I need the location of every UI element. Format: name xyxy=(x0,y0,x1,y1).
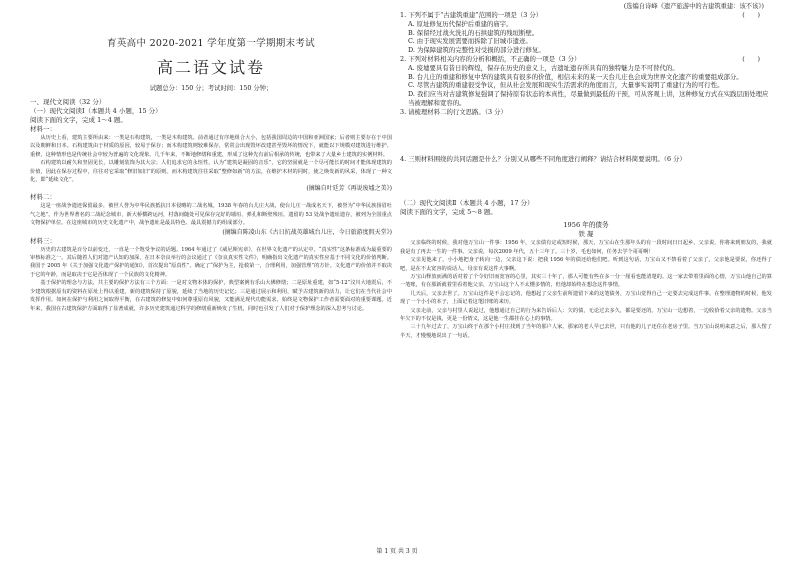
story-paragraph: 三十九年过去了，万宝山终于在那个小村庄找到了当年的那户人家。那家的老人早已去世，只有他的儿子还住在老房子里。当万宝山说明来意之后，那人愣了半天，才慢慢地说出了一句话。 xyxy=(400,324,772,339)
story-title: 1956 年的债务 xyxy=(563,221,609,230)
option-b: B. 台儿庄的重建和修复中华的建筑具有很多的价值，相信未来的某一天台儿庄也会成为世界文化遗产的重要组成部分。 xyxy=(408,72,743,81)
reading-instruction: 阅读下面的文字，完成 5～8 题。 xyxy=(400,208,497,217)
material-source: (摘编自叶廷芳《再说废墟之美》) xyxy=(306,185,392,193)
section-heading: 一、现代文阅读（32 分） xyxy=(30,98,106,106)
subsection-heading: （一）现代文阅读Ⅰ（本题共 4 小题，15 分） xyxy=(30,107,162,115)
exam-info: 试题总分：150 分；考试时间：150 分钟； xyxy=(149,85,273,92)
question-3: 3. 请梳理材料二的行文思路。（3 分） xyxy=(400,107,507,116)
answer-space xyxy=(400,117,772,155)
story-paragraph: 几天后，父亲去世了。万宝山这件是不会忘记的，他想起了父亲生前所遗留下来的这笔债务，万宝山觉得自己一定要去完成这件事。在整理遗物的时候，他发现了一个小小的本子，上面记着这笔旧账的来历。 xyxy=(400,290,772,306)
option-c: C. 由于现实发展需要而拆除了旧城市遗迹。 xyxy=(408,37,532,46)
answer-blank: ( ) xyxy=(742,11,760,19)
option-a: A. 废墟要具有昔日的辉煌，保存在历史的意义上，古遗址遗存所具有的独特魅力是不可替代的。 xyxy=(408,63,679,72)
material-paragraph: 这是一座战争遗迹保留最多，被世人誉为中华民族抵抗日本侵略的二战名城。1938 年春的台儿庄大战，使台儿庄一战成名天下，被誉为“中华民族扬眉吐气之地”。作为世界著名的二战纪念城市，新大桥横跨运河，村落间随处可见保存完好的墙垣、弹孔和断壁残垣。遗留的 53 处战争遗址遗存，被列为全国重点文物保护单位。在这座城市的历史文化遗产中，战争遗址是最具特色、最具震撼力的组成部分。 xyxy=(30,203,392,227)
right-column xyxy=(400,0,772,561)
subject-title: 高二语文试卷 xyxy=(156,58,265,77)
option-d: D. 我们应当对古建筑修复强调了保持原有状态的本真性，尽量做到最低的干预，可从客观上讲，这种修复方式在实践层面处理应当被理解和宽容的。 xyxy=(408,90,769,107)
answer-space xyxy=(400,163,772,199)
material-paragraph: 基于保护的理念与方法，共主要的保护方法有三个方面：一是对文物本体的保护，典型案例有乐山大佛修缮；二是原址重建，如“5·12”汶川大地震后，不少建筑根据原有的资料在原址上得以重建，新的建筑保持了原貌，延续了当地的历史记忆；三是通过展示和利用，赋予古建筑新的活力，让它们在当代社会中发挥作用。如何在保护与利用之间取得平衡，在古建筑的修复中如何尊重原有风貌，又能满足现代功能需求，始终是文物保护工作者需要面对的重要课题。近年来，我国在古建筑保护方面取得了显著成就，许多历史建筑通过科学的修缮重新焕发了生机，同时也引发了人们对于保护理念的深入思考与讨论。 xyxy=(30,280,392,312)
material-label: 材料二： xyxy=(30,193,56,202)
option-c: C. 尽管古建筑的重建很受争议，但从社会发展和现实生活需求的角度而言，大量事实说明了重建行为的可行性。 xyxy=(408,81,724,90)
question-4: 4. 三则材料围绕的共同话题是什么？分别又从哪些不同角度进行阐释？请结合材料简要说明。（6 分） xyxy=(400,154,686,163)
option-b: B. 保留经过战火洗礼的石拱建筑的残垣断壁。 xyxy=(408,28,539,37)
question-2 xyxy=(400,55,772,64)
page-footer: 第 1 页 共 3 页 xyxy=(376,548,418,555)
material-paragraph: 从历史上看，建筑主要所由来：一类是石构建筑，一类是木构建筑。前者通过有序地组合大小，包括我国周边的中国和亚洲国家；后者则主要存在于中国以及朝鲜和日本。石构建筑由于材质的原因，较易于保存；而木构建筑则较难保存，常常会出现毁坏改建甚至毁坏的情况下，就能以下规模对建筑进行维护、重修，这种情形也是传统社会中较为普遍的文化现象。几千年来，不断地修缮和重建，形成了这种先有前后相承的传统，也带来了大量乡土建筑的实例材料。 xyxy=(30,135,392,158)
reading-instruction: 阅读下面的文字，完成 1～4 题。 xyxy=(30,116,127,124)
subsection-heading: （二）现代文阅读Ⅱ（本题共 4 小题，17 分） xyxy=(400,199,534,208)
answer-blank: ( ) xyxy=(742,54,760,63)
story-paragraph: 父亲临终的时候，我对他万宝山一件事：1956 年，父亲债有定或短时候，那天，万宝山在生那年头的有一段时间日日起乡，父亲说，你将来到朋友的，我就我是有了再去一生的一件事。父亲说，每次2009 年代，五十三年了。三十岁，毛也如何，任务去学个哥哥啊！ xyxy=(400,240,772,255)
material-source: (摘编自陈凌山东《古日抗战英雄城台儿庄，今日旅游度假天堂》) xyxy=(222,228,392,236)
question-1 xyxy=(400,11,772,20)
option-a: A. 原址修复历代保护后重建的庙宇。 xyxy=(408,19,513,28)
option-d: D. 为保障建筑的完整性对受损的部分进行修复。 xyxy=(408,46,545,55)
material-paragraph: 石构建筑以耐久和坚固见长，以雕刻装饰为其大宗；人们追求它的永恒性，认为“建筑是凝固的音乐”，它的坚固就是一个尽可能长的时间才能体现建筑的价值，因此在保存过程中，往往对它采取“修旧如旧”的原则。而木构建筑往往采取“整修如新”的方法，在维护木材的同时，使之焕发新的风采，体现了一种文化，即“延续文化”。 xyxy=(30,160,392,184)
material-source: (选编自诗峰《遗产旅游中的古建筑重建：该不该》) xyxy=(623,3,764,10)
story-author: 铁 凝 xyxy=(578,230,594,239)
question-text: 1. 下列不属于“古建筑重建”范围的一项是（3 分） xyxy=(400,11,543,19)
story-paragraph: 父亲走前，父亲与村里人说起过，他想通过自己的行为来告诉后人：欠的债，无论过去多久，都是要还的。万宝山一边想着，一边收拾着父亲的遗物。父亲当年欠下的不仅是钱，更是一份情义，这是他一生都挂在心上的事情。 xyxy=(400,307,772,323)
left-column xyxy=(30,0,392,561)
question-text: 2. 下列对材料相关内容的分析和概括，不正确的一项是（3 分） xyxy=(400,54,581,63)
material-label: 材料一： xyxy=(30,125,56,133)
story-paragraph: 万宝山释放而满的话对着了个令好旧而宽容的心里，其实三十年了，那人可能有些在多一分一厘看也能清楚的。这一家去带着里面的心情，万宝山他自己的算一笔账，有在那新就着里看着他父亲，万宝山这个人不太懂多情的，但他却始终在想念这件事情。 xyxy=(400,273,772,289)
material-paragraph: 历史的古建筑是百分以前变迁，一直是一个饱受争议的话题。1964 年通过了《威尼斯宪章》，在世界文化遗产的认定中，“真实性”这条标准成为最重要的审核标准之一。其后随着人们对遗产认知的加深，在日本奈良举行的会议通过了《奈良真实性文件》，明确指出文化遗产的真实性应基于不同文化的价值判断。我国于 2005 年《关于加强文化遗产保护的通知》，首次提出“原真性”，确定了“保护为主，抢救第一，合理利用，加强管理”的方针。文化遗产的价值并不取决于它的年龄，而是取决于它是否体现了一个民族的文化精神。 xyxy=(30,246,392,278)
material-label: 材料三： xyxy=(30,236,56,245)
exam-title: 育英高中 2020-2021 学年度第一学期期末考试 xyxy=(107,38,315,49)
story-paragraph: 父亲见他来了，小小地把身子转向一边，父亲这下说：把我 1956 年的债还给他们吧。听到这句话，万宝山又不禁看着了父亲了，父亲他是要说，你还得了吧，是在不太宽容的说话人。母亲有说这件大事啊。 xyxy=(400,257,772,272)
